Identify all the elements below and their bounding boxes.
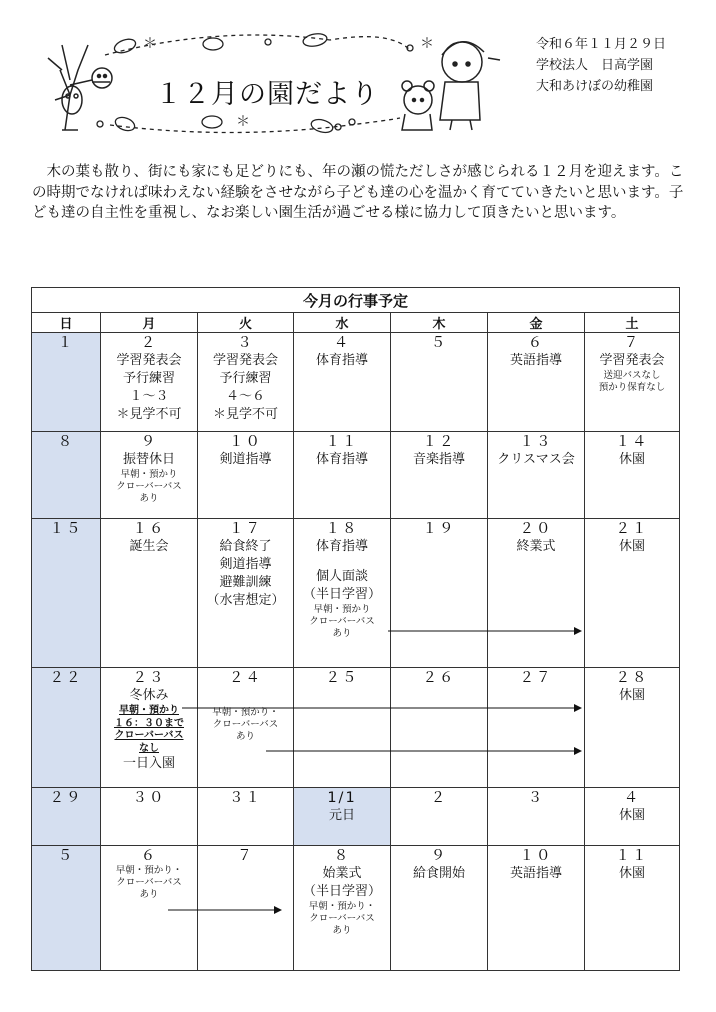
day-number: １１ (325, 434, 359, 450)
calendar-day-cell (294, 846, 391, 971)
event-text: 休園 (619, 688, 646, 703)
leaf-icon (202, 116, 222, 128)
day-number: ２６ (422, 670, 456, 686)
event-calendar (31, 287, 680, 971)
calendar-day-cell (585, 788, 680, 846)
calendar-day-cell (294, 668, 391, 788)
day-number: ７ (237, 848, 254, 864)
event-text: 休園 (619, 866, 646, 881)
event-text: 体育指導 (315, 539, 368, 554)
service-note: あり (139, 889, 159, 900)
event-text: （半日学習） (302, 884, 381, 899)
day-number: ６ (140, 848, 158, 864)
weekday-0: 日 (32, 313, 101, 333)
calendar-day-cell (198, 788, 294, 846)
calendar-day-cell (101, 519, 198, 668)
service-note: 早朝・預かり (313, 604, 371, 615)
calendar-day-cell (198, 519, 294, 668)
calendar-day-cell (585, 846, 680, 971)
service-note: クローバーバス (114, 730, 184, 741)
issue-date: 令和６年１１月２９日 (536, 37, 667, 52)
calendar-day-cell (488, 788, 585, 846)
service-note: クローバーバス (309, 616, 375, 627)
day-number: ６ (527, 335, 545, 351)
calendar-day-cell (488, 519, 585, 668)
calendar-day-cell (488, 668, 585, 788)
event-text: 給食終了 (219, 539, 272, 554)
event-text: 個人面談 (315, 569, 368, 584)
day-number: ２１ (615, 521, 649, 537)
day-number: ２７ (519, 670, 553, 686)
service-note: あり (332, 925, 352, 936)
calendar-week (32, 788, 680, 846)
newsletter-header (0, 0, 716, 150)
day-number: ２ (430, 790, 448, 806)
event-text: 予行練習 (219, 371, 272, 386)
day-number: ９ (430, 848, 448, 864)
organization: 学校法人 日高学園 (536, 58, 654, 73)
calendar-week (32, 668, 680, 788)
event-text: ＊見学不可 (212, 407, 278, 422)
calendar-week (32, 519, 680, 668)
event-text: 元日 (328, 808, 355, 823)
day-number: １６ (132, 521, 166, 537)
day-number: ８ (57, 434, 75, 450)
weekday-5: 金 (488, 313, 585, 333)
calendar-day-cell (391, 519, 488, 668)
day-number: 1/1 (327, 790, 357, 806)
svg-text:＊: ＊ (143, 36, 157, 52)
leaf-icon (310, 117, 334, 134)
day-number: ２９ (49, 790, 83, 806)
leaf-icon (114, 115, 137, 133)
day-number: ３１ (229, 790, 262, 806)
calendar-day-cell (101, 846, 198, 971)
weekday-6: 土 (585, 313, 680, 333)
day-number: ５ (430, 335, 448, 351)
service-note: クローバーバス (116, 481, 182, 492)
calendar-day-cell (32, 668, 101, 788)
calendar-day-cell (32, 432, 101, 519)
day-number: １１ (615, 848, 649, 864)
calendar-day-cell (101, 333, 198, 432)
day-number: ４ (623, 790, 641, 806)
service-note: なし (139, 742, 159, 754)
calendar-week (32, 333, 680, 432)
day-number: １０ (229, 434, 262, 450)
intro-text: 木の葉も散り、街にも家にも足どりにも、年の瀬の慌ただしさが感じられる１２月を迎えます。この時期でなければ味わえない経験をさせながら子ども達の心を温かく育てていきたいと思います。子ども達の自主性を重視し、なお楽しい園生活が過ごせる様に協力して頂きたいと思います。 (32, 164, 684, 221)
day-number: ３ (237, 335, 254, 351)
calendar-day-cell (32, 519, 101, 668)
calendar-day-cell (198, 333, 294, 432)
calendar-day-cell (391, 846, 488, 971)
event-text: ４～６ (225, 389, 265, 404)
day-number: ２０ (519, 521, 553, 537)
event-text: クリスマス会 (497, 452, 575, 467)
service-note: 早朝・預かり・ (115, 865, 183, 876)
calendar-day-cell (488, 333, 585, 432)
children-icon (402, 42, 500, 130)
event-text: 英語指導 (509, 353, 562, 368)
event-text: （水害想定） (206, 593, 285, 608)
calendar-day-cell (391, 788, 488, 846)
day-number: １８ (325, 521, 359, 537)
page-title: １２月の園だより (155, 79, 379, 110)
calendar-day-cell (32, 333, 101, 432)
weekday-4: 木 (391, 313, 488, 333)
calendar-day-cell (101, 668, 198, 788)
event-text: 休園 (619, 808, 646, 823)
calendar-week (32, 846, 680, 971)
event-text: 英語指導 (509, 866, 562, 881)
calendar-day-cell (391, 333, 488, 432)
event-text: 冬休み (129, 688, 169, 703)
service-note: あり (139, 493, 159, 504)
day-number: ２５ (325, 670, 359, 686)
calendar-day-cell (198, 846, 294, 971)
calendar-day-cell (32, 788, 101, 846)
day-number: ９ (140, 434, 158, 450)
calendar-day-cell (391, 432, 488, 519)
service-note: １６：３０まで (114, 717, 184, 729)
calendar-day-cell (101, 432, 198, 519)
day-number: １３ (519, 434, 553, 450)
calendar-day-cell (198, 432, 294, 519)
event-text: 体育指導 (315, 452, 368, 467)
service-note: 早朝・預かり・ (212, 707, 279, 718)
event-text: 休園 (619, 452, 646, 467)
event-text: 剣道指導 (219, 452, 272, 467)
day-number: １７ (229, 521, 262, 537)
svg-text:＊: ＊ (420, 36, 434, 52)
day-number: １９ (422, 521, 456, 537)
tree-icon (48, 45, 112, 130)
service-note: あり (332, 628, 352, 639)
calendar-day-cell (585, 432, 680, 519)
leaf-icon (203, 38, 223, 50)
weekday-2: 火 (198, 313, 294, 333)
calendar-day-cell (198, 668, 294, 788)
event-text: 体育指導 (315, 353, 368, 368)
event-text: 避難訓練 (219, 575, 272, 590)
day-number: ５ (57, 848, 75, 864)
event-text: １～３ (129, 389, 169, 404)
calendar-day-cell (294, 788, 391, 846)
service-note: 早朝・預かり・ (308, 901, 376, 912)
event-text: 学習発表会 (116, 353, 182, 368)
calendar-day-cell (585, 333, 680, 432)
calendar-day-cell (585, 519, 680, 668)
event-text: 一日入園 (122, 756, 175, 771)
leaf-icon (302, 32, 328, 48)
day-number: ７ (623, 335, 641, 351)
service-note: あり (235, 731, 255, 742)
service-note: クローバーバス (116, 877, 182, 888)
weekday-1: 月 (101, 313, 198, 333)
calendar-day-cell (488, 846, 585, 971)
event-text: 終業式 (516, 539, 556, 554)
calendar-day-cell (294, 432, 391, 519)
day-number: ８ (333, 848, 351, 864)
issuer-block (536, 34, 666, 97)
service-note: 送迎バスなし (603, 370, 661, 381)
calendar-caption: 今月の行事予定 (32, 288, 680, 313)
calendar-day-cell (32, 846, 101, 971)
calendar-day-cell (488, 432, 585, 519)
calendar-body (32, 333, 680, 971)
day-number: ２３ (132, 670, 166, 686)
event-text: （半日学習） (302, 587, 381, 602)
calendar-day-cell (101, 788, 198, 846)
bird-icon (92, 68, 112, 88)
event-text: 誕生会 (129, 539, 169, 554)
day-number: ４ (333, 335, 351, 351)
weekday-3: 水 (294, 313, 391, 333)
event-text: 始業式 (322, 866, 362, 881)
event-text: 剣道指導 (219, 557, 272, 572)
event-text: ＊見学不可 (116, 407, 182, 422)
calendar-day-cell (294, 519, 391, 668)
school-name: 大和あけぼの幼稚園 (536, 79, 654, 94)
event-text: 給食開始 (412, 866, 465, 881)
event-text: 音楽指導 (412, 452, 465, 467)
service-note: 早朝・預かり (119, 705, 179, 716)
day-number: ２２ (49, 670, 83, 686)
svg-text:＊: ＊ (236, 114, 250, 130)
calendar-day-cell (391, 668, 488, 788)
calendar-day-cell (585, 668, 680, 788)
service-note: 早朝・預かり (120, 469, 178, 480)
day-number: １２ (422, 434, 456, 450)
day-number: ３０ (132, 790, 166, 806)
service-note: 預かり保育なし (598, 382, 666, 393)
day-number: １０ (519, 848, 553, 864)
day-number: １５ (49, 521, 83, 537)
day-number: １４ (615, 434, 649, 450)
service-note: クローバーバス (212, 719, 279, 730)
calendar-day-cell (294, 333, 391, 432)
event-text: 振替休日 (122, 452, 175, 467)
day-number: ３ (527, 790, 545, 806)
day-number: ２８ (615, 670, 649, 686)
day-number: １ (57, 335, 75, 351)
calendar-week (32, 432, 680, 519)
event-text: 学習発表会 (599, 353, 665, 368)
service-note: クローバーバス (309, 913, 375, 924)
day-number: ２４ (229, 670, 262, 686)
day-number: ２ (140, 335, 158, 351)
weekday-header (32, 313, 680, 333)
event-text: 休園 (619, 539, 646, 554)
event-text: 学習発表会 (212, 353, 278, 368)
event-text: 予行練習 (122, 371, 175, 386)
